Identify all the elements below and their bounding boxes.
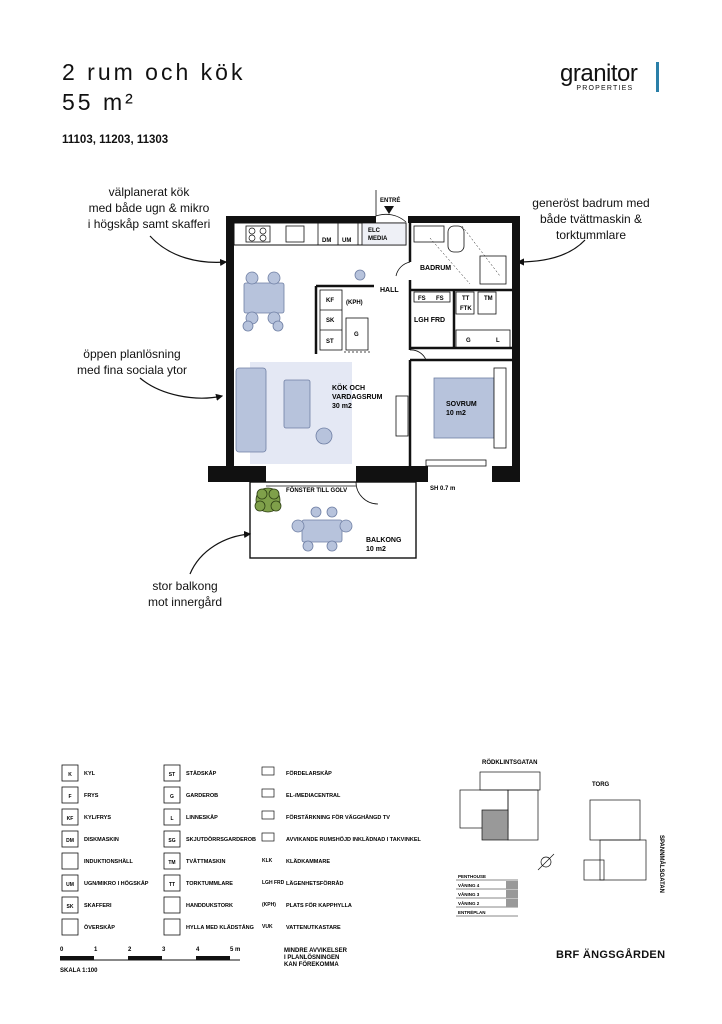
- legend-code: (KPH): [262, 902, 276, 908]
- legend-item: [62, 853, 134, 869]
- legend-label: AVVIKANDE RUMSHÖJD INKLÄDNAD I TAKVINKEL: [286, 837, 421, 843]
- legend-code: LGH FRD: [262, 880, 285, 886]
- legend-item: [262, 880, 343, 887]
- legend-code: KLK: [262, 858, 273, 864]
- label-vardagsrum: VARDAGSRUM: [332, 394, 383, 401]
- legend-code: KF: [66, 816, 74, 822]
- floor-label: ENTRÉPLAN: [458, 910, 486, 915]
- site-plan: [456, 759, 665, 916]
- legend-item: [62, 765, 96, 781]
- unit-ids: 11103, 11203, 11303: [62, 134, 169, 146]
- legend-code: UM: [66, 882, 74, 888]
- floor-label: VÅNING 2: [458, 901, 480, 906]
- legend-code: SG: [168, 838, 176, 844]
- legend-label: SKJUTDÖRRSGARDEROB: [186, 837, 256, 843]
- scale-tick-2: 2: [128, 947, 132, 953]
- legend-label: PLATS FÖR KAPPHYLLA: [286, 903, 352, 909]
- legend-label: GARDEROB: [186, 793, 219, 799]
- logo-sub: PROPERTIES: [576, 85, 634, 92]
- legend-item: [62, 919, 115, 935]
- legend-label: FRYS: [84, 793, 99, 799]
- legend-item: [164, 787, 218, 803]
- legend-code: K: [68, 772, 72, 778]
- floor-row: [456, 890, 518, 898]
- legend-label: DISKMASKIN: [84, 837, 119, 843]
- legend-item: [262, 789, 341, 799]
- street-top: RÖDKLINTSGATAN: [482, 760, 538, 766]
- scale-tick-5: 5 m: [230, 947, 241, 953]
- legend-symbol: [262, 811, 274, 819]
- legend-item: [62, 897, 112, 913]
- label-kok: KÖK OCH: [332, 385, 366, 392]
- label-g1: G: [354, 332, 359, 338]
- label-sovrum-area: 10 m2: [446, 410, 466, 417]
- legend-label: HANDDUKSTORK: [186, 903, 233, 909]
- legend-label: VATTENUTKASTARE: [286, 925, 341, 931]
- balcony-furniture: [292, 507, 352, 551]
- legend-label: INDUKTIONSHÄLL: [84, 859, 133, 865]
- callout-balcony-arrow: [190, 534, 250, 574]
- legend-label: SKAFFERI: [84, 903, 112, 909]
- scale-tick-0: 0: [60, 947, 64, 953]
- legend-code: SK: [66, 904, 74, 910]
- scale-tick-3: 3: [162, 947, 166, 953]
- legend-code: G: [170, 794, 174, 800]
- scale-note-3: KAN FÖREKOMMA: [284, 962, 339, 968]
- scale-label: SKALA 1:100: [60, 968, 98, 974]
- callout-bathroom: generöst badrum med både tvättmaskin & torktummlare: [532, 196, 650, 242]
- callout-balcony: stor balkong mot innergård: [147, 579, 223, 609]
- label-g2: G: [466, 338, 471, 344]
- torg-label: TORG: [592, 782, 610, 788]
- legend-symbol: [62, 919, 78, 935]
- plant-icon: [255, 488, 281, 512]
- callout-kitchen: välplanerat kök med både ugn & mikro i högskåp samt skafferi: [87, 185, 211, 231]
- bed: [434, 378, 494, 438]
- label-fs1: FS: [418, 296, 426, 302]
- label-sh: SH 0.7 m: [430, 486, 456, 492]
- legend-item: [262, 767, 332, 777]
- label-ftk: FTK: [460, 306, 472, 312]
- legend-code: F: [68, 794, 72, 800]
- legend-symbol: [262, 789, 274, 797]
- legend-code: ST: [168, 772, 176, 778]
- legend-label: KLÄDKAMMARE: [286, 859, 330, 865]
- scale-tick-4: 4: [196, 947, 200, 953]
- legend-code: DM: [66, 838, 74, 844]
- callout-kitchen-arrow: [150, 236, 226, 262]
- street-right: SPANNMÅLSGATAN: [658, 835, 664, 893]
- label-um: UM: [342, 238, 352, 244]
- label-lgh-frd: LGH FRD: [414, 317, 446, 324]
- legend-item: [62, 809, 111, 825]
- entrance-marker: [384, 206, 394, 214]
- legend-label: FÖRSTÄRKNING FÖR VÄGGHÄNGD TV: [286, 815, 390, 821]
- floor-label: PENTHOUSE: [458, 874, 487, 879]
- legend-item: [62, 831, 119, 847]
- legend-symbol: [164, 897, 180, 913]
- legend-label: FÖRDELARSKÅP: [286, 771, 332, 777]
- floor-row: [456, 881, 518, 889]
- legend-label: EL-/MEDIACENTRAL: [286, 793, 341, 799]
- legend-item: [164, 897, 233, 913]
- legend-item: [262, 858, 330, 865]
- legend-symbol: [62, 853, 78, 869]
- label-balkong-area: 10 m2: [366, 546, 386, 553]
- label-media: MEDIA: [368, 236, 388, 242]
- legend-label: LÄGENHETSFÖRRÅD: [286, 881, 344, 887]
- legend: [62, 765, 421, 935]
- label-tt: TT: [462, 296, 470, 302]
- scale-note-2: I PLANLÖSNINGEN: [284, 955, 340, 961]
- callout-openplan: öppen planlösning med fina sociala ytor: [76, 347, 188, 377]
- legend-item: [262, 902, 352, 909]
- legend-label: TORKTUMMLARE: [186, 881, 233, 887]
- legend-code: VUK: [262, 924, 273, 930]
- floor-label: VÅNING 4: [458, 883, 480, 888]
- legend-code: TM: [168, 860, 176, 866]
- legend-item: [62, 787, 99, 803]
- legend-item: [262, 924, 341, 931]
- legend-item: [62, 875, 149, 891]
- floor-row: [456, 874, 518, 880]
- label-sk: SK: [326, 318, 335, 324]
- legend-label: TVÄTTMASKIN: [186, 859, 226, 865]
- legend-label: LINNESKÅP: [186, 815, 218, 821]
- legend-item: [164, 831, 256, 847]
- callout-openplan-arrow: [140, 378, 222, 398]
- legend-symbol: [262, 767, 274, 775]
- label-entre: ENTRÉ: [380, 198, 401, 204]
- legend-item: [262, 833, 421, 843]
- label-badrum: BADRUM: [420, 265, 452, 272]
- legend-item: [262, 811, 390, 821]
- label-balkong: BALKONG: [366, 537, 402, 544]
- legend-label: STÄDSKÅP: [186, 771, 217, 777]
- apartment-type-title: 2 rum och kök: [62, 59, 246, 85]
- label-kf: KF: [326, 298, 334, 304]
- logo-word: granitor: [560, 60, 638, 87]
- dining-table-set: [243, 272, 284, 331]
- floor-row: [456, 899, 518, 907]
- label-hall: HALL: [380, 287, 399, 294]
- apartment-area-title: 55 m²: [62, 89, 136, 115]
- legend-label: ÖVERSKÅP: [84, 925, 115, 931]
- scale-tick-1: 1: [94, 947, 98, 953]
- label-fs2: FS: [436, 296, 444, 302]
- legend-item: [164, 875, 233, 891]
- legend-label: KYL: [84, 771, 95, 777]
- callout-bathroom-arrow: [518, 240, 585, 262]
- legend-code: L: [170, 816, 174, 822]
- legend-item: [164, 765, 217, 781]
- scale-note-1: MINDRE AVVIKELSER: [284, 948, 348, 954]
- label-dm: DM: [322, 238, 332, 244]
- legend-item: [164, 919, 254, 935]
- legend-label: UGN/MIKRO I HÖGSKÅP: [84, 881, 149, 887]
- legend-label: HYLLA MED KLÄDSTÅNG: [186, 925, 254, 931]
- legend-item: [164, 809, 218, 825]
- label-kok-area: 30 m2: [332, 403, 352, 410]
- legend-symbol: [262, 833, 274, 841]
- floor-label: VÅNING 3: [458, 892, 480, 897]
- legend-label: KYL/FRYS: [84, 815, 111, 821]
- label-l: L: [496, 338, 500, 344]
- label-fonster: FÖNSTER TILL GOLV: [286, 488, 348, 494]
- legend-symbol: [164, 919, 180, 935]
- label-sovrum: SOVRUM: [446, 401, 477, 408]
- floor-row: [456, 908, 518, 916]
- legend-code: TT: [168, 882, 176, 888]
- scale-bar: [60, 947, 348, 974]
- label-kph: (KPH): [346, 300, 363, 306]
- brf-name: BRF ÄNGSGÅRDEN: [556, 949, 666, 961]
- label-st: ST: [326, 339, 334, 345]
- label-elc: ELC: [368, 228, 380, 234]
- legend-item: [164, 853, 225, 869]
- label-tm: TM: [484, 296, 493, 302]
